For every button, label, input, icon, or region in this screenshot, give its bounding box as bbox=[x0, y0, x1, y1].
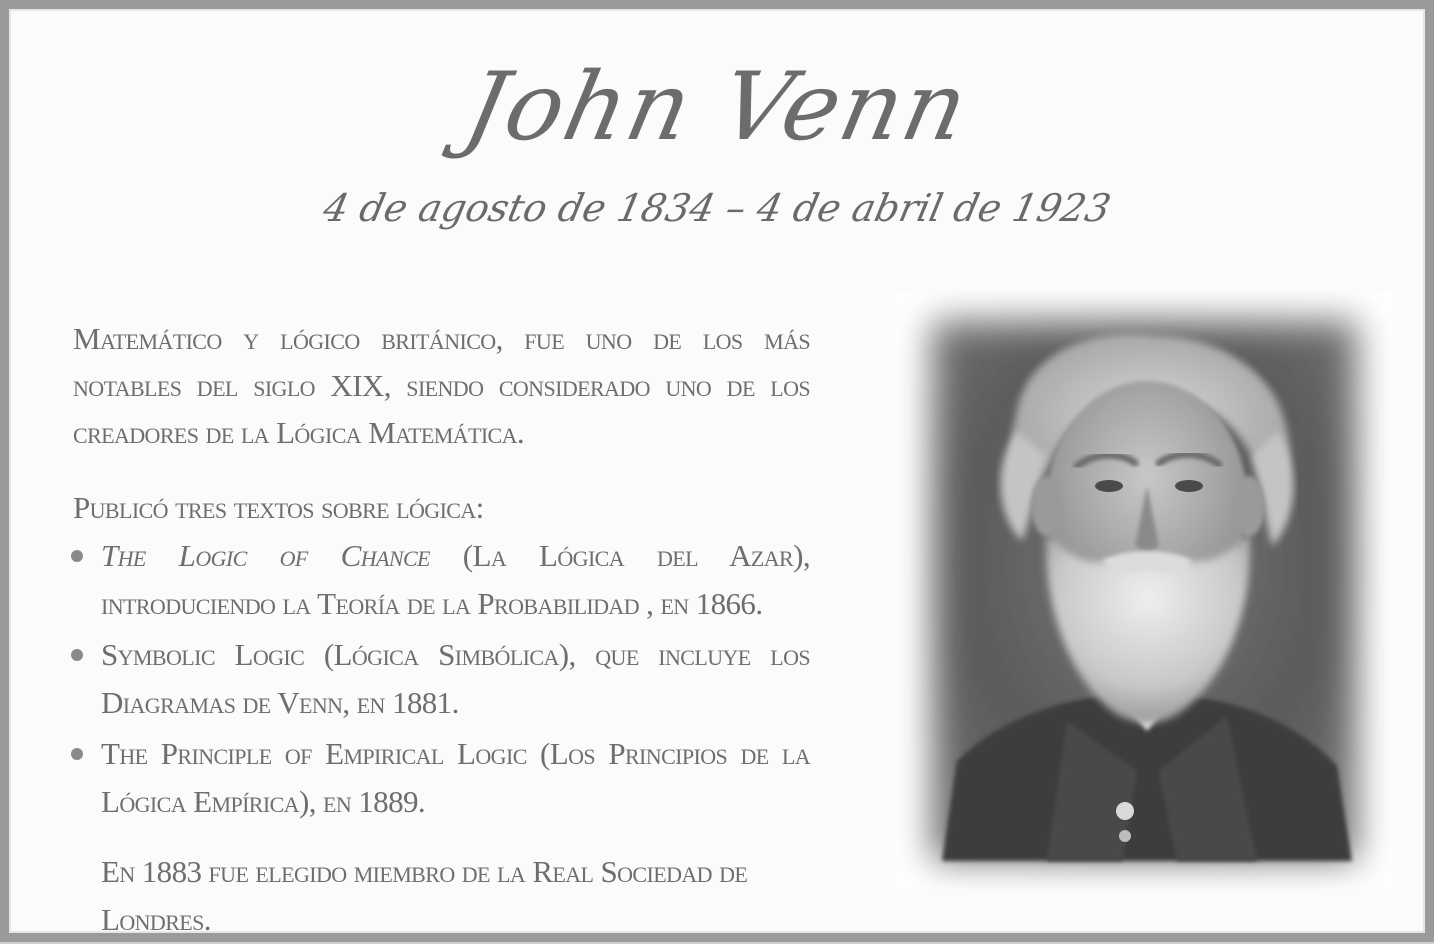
portrait-photo bbox=[897, 291, 1392, 889]
portrait-illustration bbox=[897, 291, 1392, 889]
bullet-icon bbox=[71, 748, 83, 760]
works-intro: Publicó tres textos sobre lógica: bbox=[73, 490, 484, 525]
work-description: (La Lógica del Azar), introduciendo la Teoría de la Probabilidad , en 1866. bbox=[101, 538, 810, 621]
intro-paragraph: Matemático y lógico británico, fue uno de los más notables del siglo XIX, siendo considerado uno de los creadores de la Lógica Matemática. bbox=[73, 321, 810, 450]
bullet-icon bbox=[71, 550, 83, 562]
works-list bbox=[65, 532, 810, 826]
work-description: The Principle of Empirical Logic (Los Principios de la Lógica Empírica), en 1889. bbox=[101, 736, 810, 819]
closing-paragraph: En 1883 fue elegido miembro de la Real Sociedad de Londres. bbox=[101, 854, 748, 937]
bullet-icon bbox=[71, 649, 83, 661]
biography-text bbox=[65, 315, 810, 944]
list-item bbox=[65, 631, 810, 727]
work-description: Symbolic Logic (Lógica Simbólica), que incluye los Diagramas de Venn, en 1881. bbox=[101, 637, 810, 720]
list-item bbox=[65, 532, 810, 628]
work-title: The Logic of Chance bbox=[101, 538, 430, 573]
list-item bbox=[65, 730, 810, 826]
life-dates: 4 de agosto de 1834 – 4 de abril de 1923 bbox=[319, 186, 1115, 230]
page-title: John Venn bbox=[455, 53, 979, 162]
